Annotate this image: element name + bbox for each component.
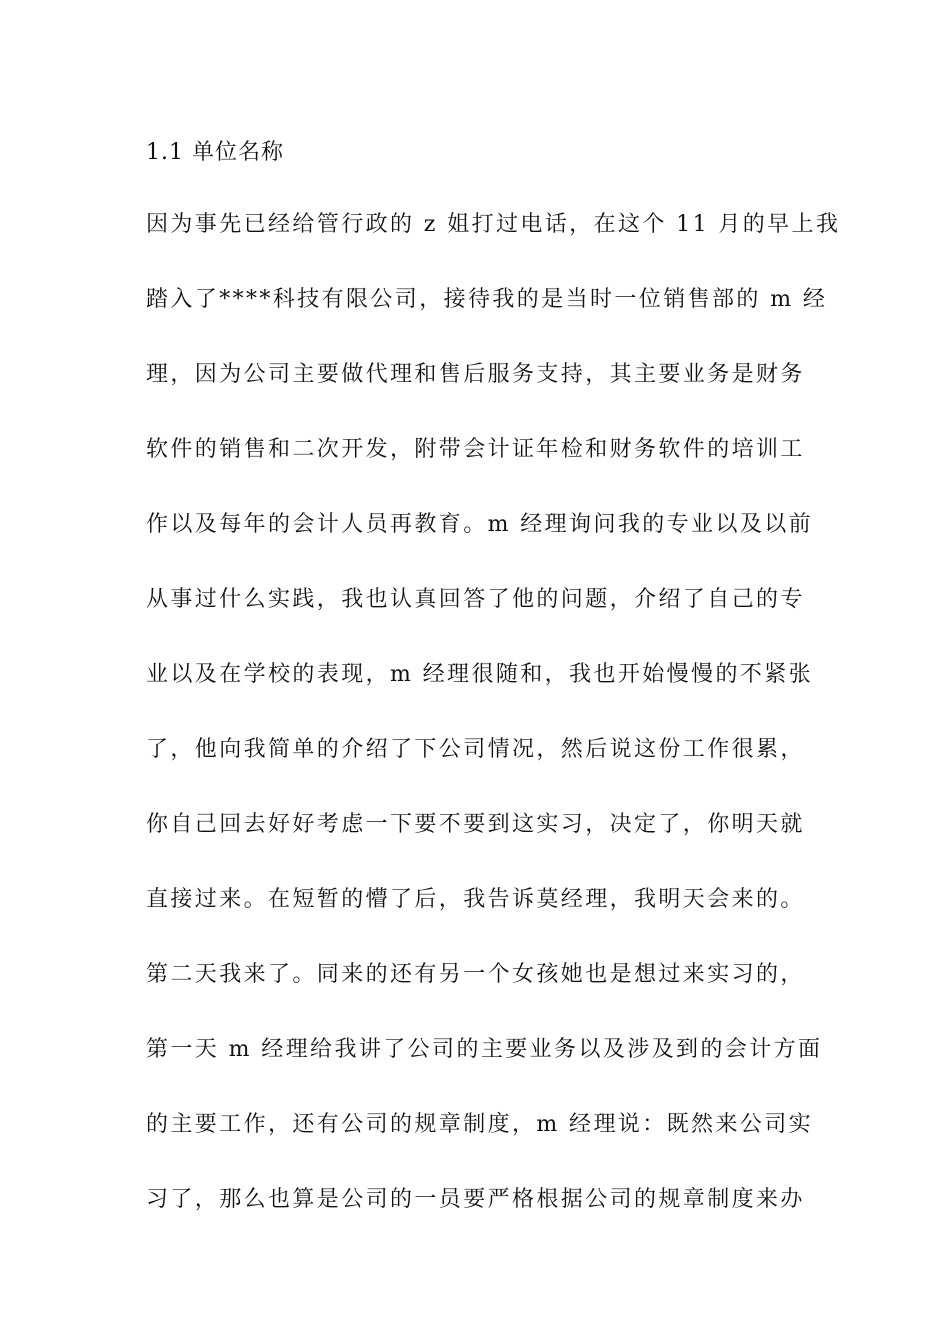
paragraph-line: 踏入了****科技有限公司，接待我的是当时一位销售部的 m 经 bbox=[146, 287, 828, 312]
paragraph-line: 直接过来。在短暂的懵了后，我告诉莫经理，我明天会来的。 bbox=[146, 887, 805, 912]
paragraph-line: 习了，那么也算是公司的一员要严格根据公司的规章制度来办 bbox=[146, 1187, 805, 1212]
paragraph-line: 第二天我来了。同来的还有另一个女孩她也是想过来实习的， bbox=[146, 962, 805, 987]
paragraph-line: 从事过什么实践，我也认真回答了他的问题，介绍了自己的专 bbox=[146, 587, 805, 612]
paragraph-line: 因为事先已经给管行政的 z 姐打过电话，在这个 11 月的早上我 bbox=[146, 212, 841, 237]
paragraph-line: 第一天 m 经理给我讲了公司的主要业务以及涉及到的会计方面 bbox=[146, 1037, 823, 1062]
paragraph-line: 软件的销售和二次开发，附带会计证年检和财务软件的培训工 bbox=[146, 437, 805, 462]
paragraph-line: 作以及每年的会计人员再教育。m 经理询问我的专业以及以前 bbox=[146, 512, 814, 537]
paragraph-line: 业以及在学校的表现，m 经理很随和，我也开始慢慢的不紧张 bbox=[146, 662, 814, 687]
paragraph-line: 理，因为公司主要做代理和售后服务支持，其主要业务是财务 bbox=[146, 362, 805, 387]
section-heading: 1.1 单位名称 bbox=[146, 140, 284, 165]
paragraph-line: 你自己回去好好考虑一下要不要到这实习，决定了，你明天就 bbox=[146, 812, 805, 837]
paragraph-line: 了，他向我简单的介绍了下公司情况，然后说这份工作很累， bbox=[146, 737, 805, 762]
paragraph-line: 的主要工作，还有公司的规章制度，m 经理说：既然来公司实 bbox=[146, 1112, 814, 1137]
